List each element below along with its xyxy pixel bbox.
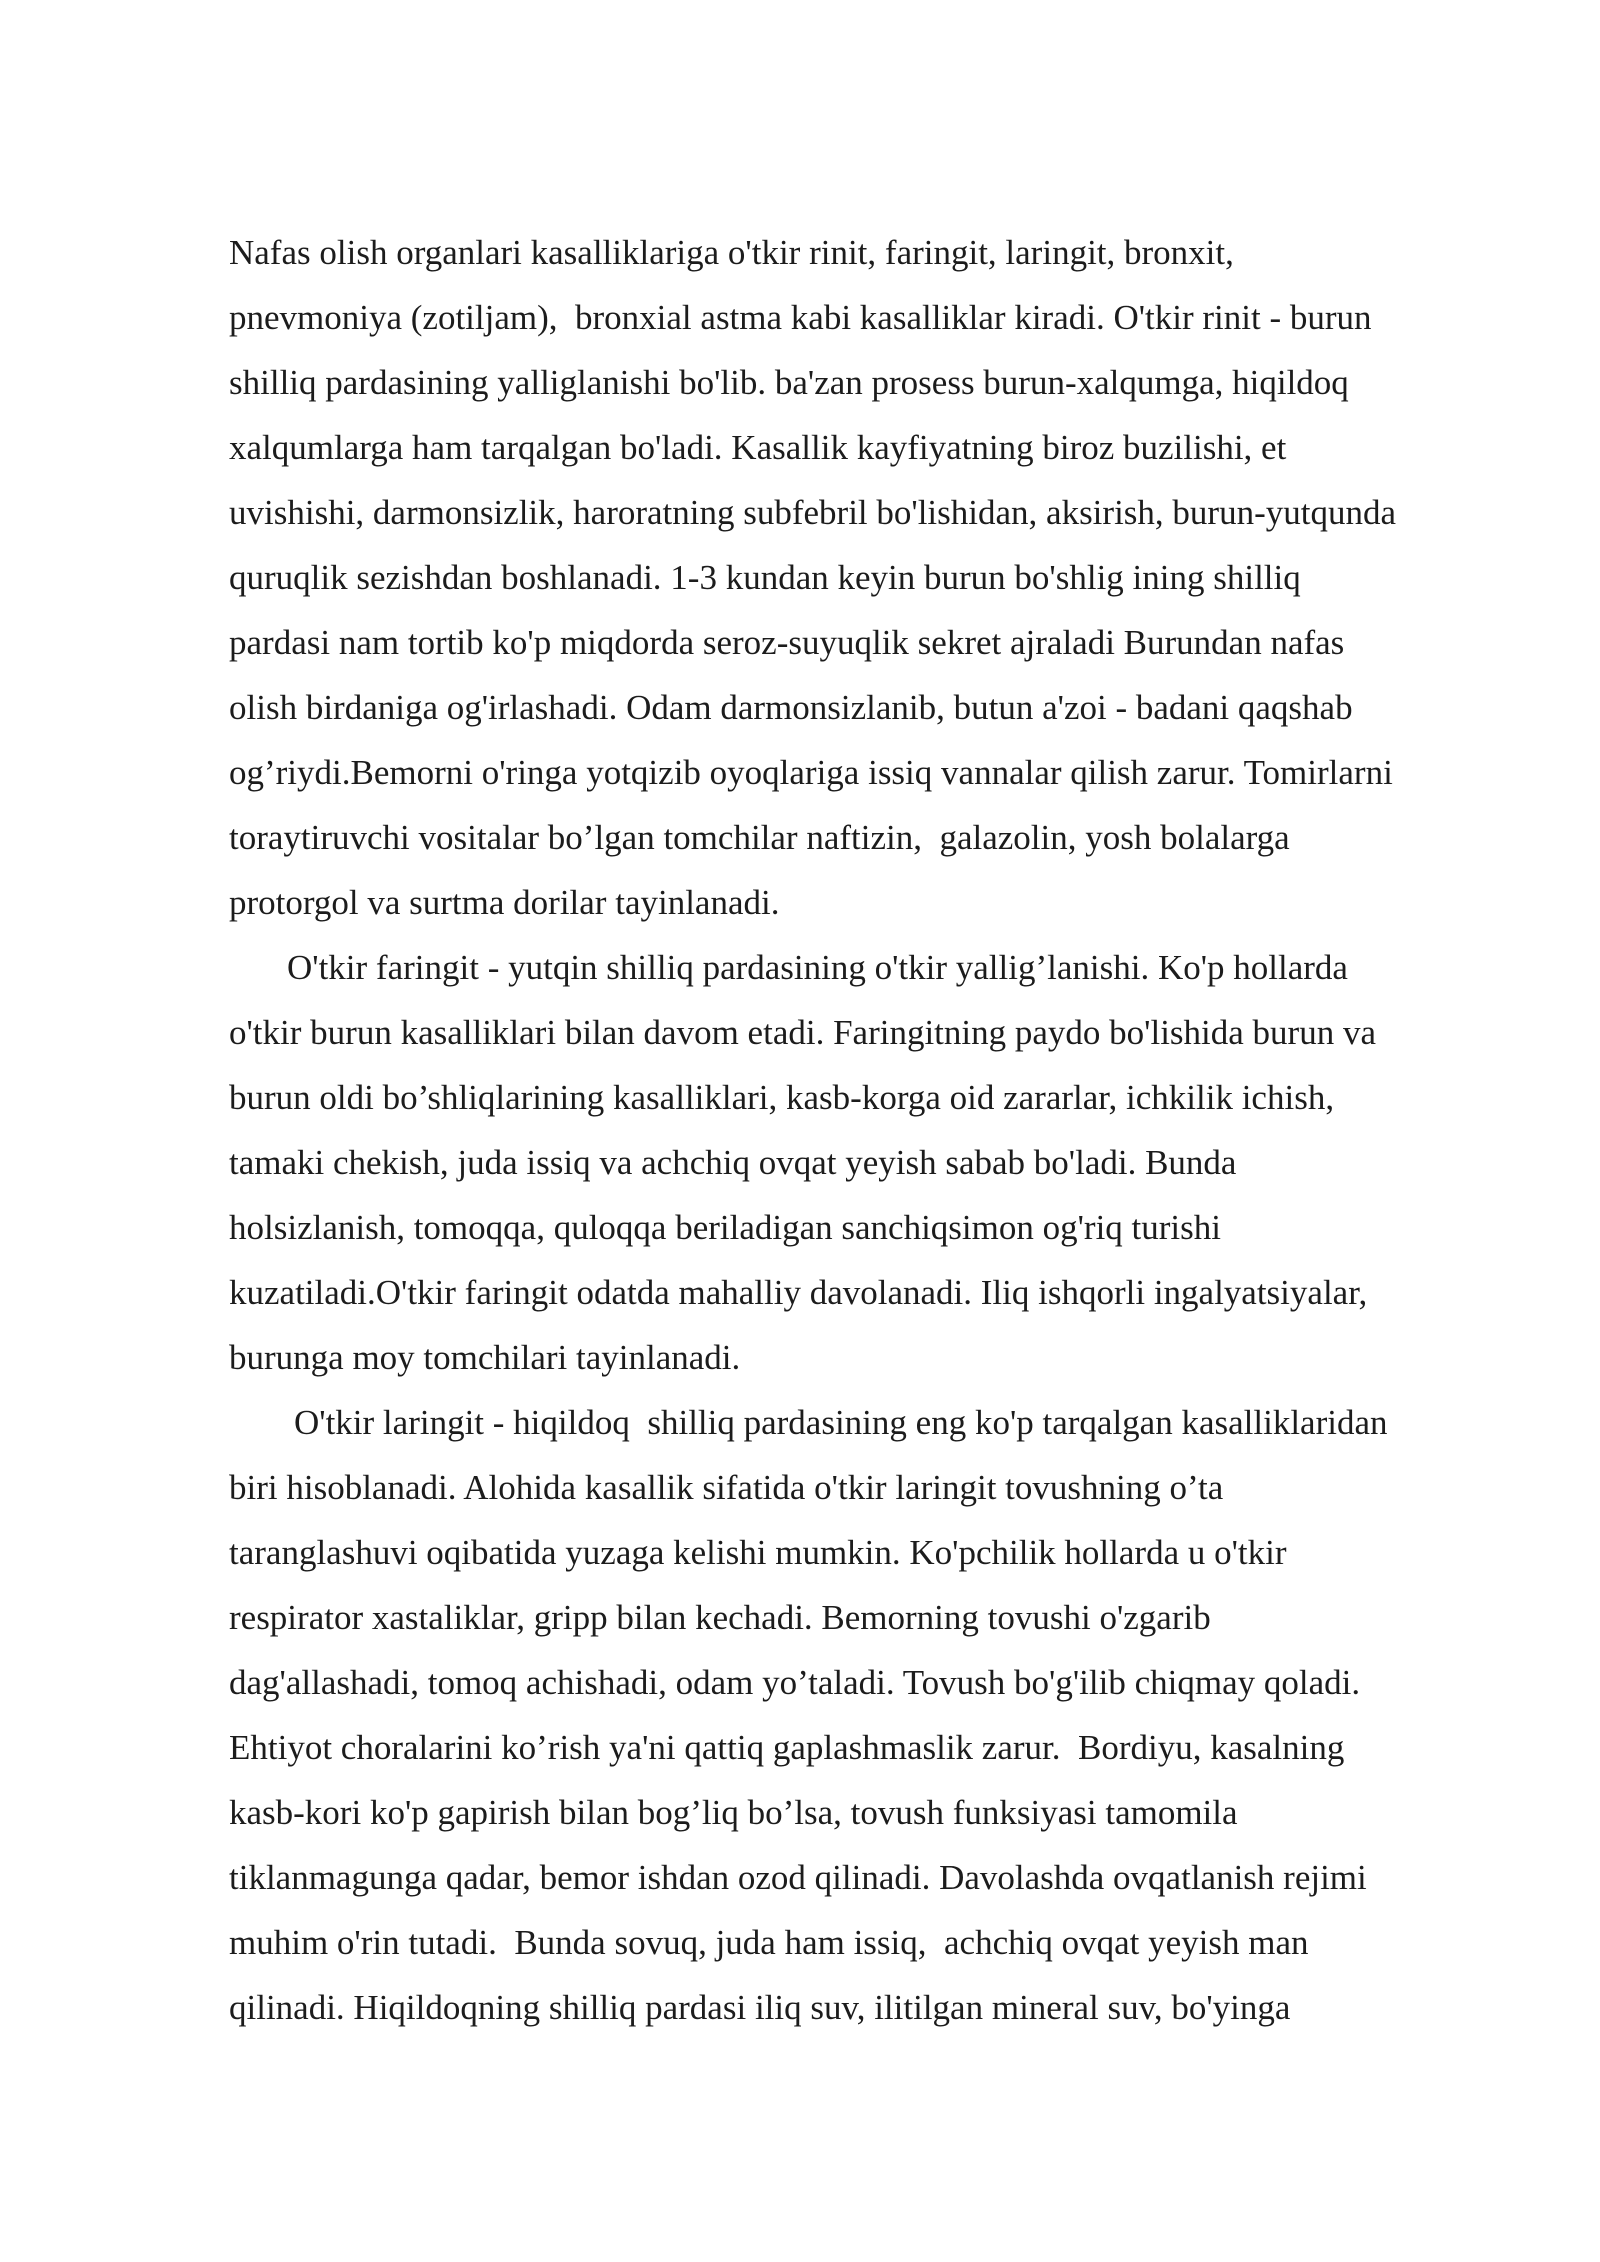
text-line: burunga moy tomchilari tayinlanadi. <box>229 1338 741 1377</box>
text-line: qilinadi. Hiqildoqning shilliq pardasi iliq suv, ilitilgan mineral suv, bo'yinga <box>229 1988 1291 2027</box>
text-line: O'tkir laringit - hiqildoq shilliq pardasining eng ko'p tarqalgan kasalliklaridan <box>294 1403 1388 1442</box>
text-line: dag'allashadi, tomoq achishadi, odam yo’taladi. Tovush bo'g'ilib chiqmay qoladi. <box>229 1663 1361 1702</box>
text-line: taranglashuvi oqibatida yuzaga kelishi mumkin. Ko'pchilik hollarda u o'tkir <box>229 1533 1287 1572</box>
text-line: olish birdaniga og'irlashadi. Odam darmonsizlanib, butun a'zoi - badani qaqshab <box>229 688 1353 727</box>
text-line: xalqumlarga ham tarqalgan bo'ladi. Kasallik kayfiyatning biroz buzilishi, et <box>229 428 1287 467</box>
text-line: pardasi nam tortib ko'p miqdorda seroz-suyuqlik sekret ajraladi Burundan nafas <box>229 623 1345 662</box>
text-line: o'tkir burun kasalliklari bilan davom etadi. Faringitning paydo bo'lishida burun va <box>229 1013 1376 1052</box>
document-body <box>229 228 1529 2048</box>
text-line: muhim o'rin tutadi. Bunda sovuq, juda ham issiq, achchiq ovqat yeyish man <box>229 1923 1309 1962</box>
text-line: Ehtiyot choralarini ko’rish ya'ni qattiq gaplashmaslik zarur. Bordiyu, kasalning <box>229 1728 1345 1767</box>
text-line: quruqlik sezishdan boshlanadi. 1-3 kundan keyin burun bo'shlig ining shilliq <box>229 558 1301 597</box>
text-line: respirator xastaliklar, gripp bilan kechadi. Bemorning tovushi o'zgarib <box>229 1598 1211 1637</box>
text-line: tamaki chekish, juda issiq va achchiq ovqat yeyish sabab bo'ladi. Bunda <box>229 1143 1237 1182</box>
text-line: protorgol va surtma dorilar tayinlanadi. <box>229 883 780 922</box>
text-line: Nafas olish organlari kasalliklariga o'tkir rinit, faringit, laringit, bronxit, <box>229 233 1234 272</box>
text-line: og’riydi.Bemorni o'ringa yotqizib oyoqlariga issiq vannalar qilish zarur. Tomirlarni <box>229 753 1393 792</box>
text-line: pnevmoniya (zotiljam), bronxial astma kabi kasalliklar kiradi. O'tkir rinit - burun <box>229 298 1372 337</box>
paragraph-otkir-faringit <box>229 943 1529 1398</box>
paragraph-nafas-olish <box>229 228 1529 943</box>
text-line: tiklanmagunga qadar, bemor ishdan ozod qilinadi. Davolashda ovqatlanish rejimi <box>229 1858 1367 1897</box>
text-line: biri hisoblanadi. Alohida kasallik sifatida o'tkir laringit tovushning o’ta <box>229 1468 1224 1507</box>
text-line: shilliq pardasining yalliglanishi bo'lib. ba'zan prosess burun-xalqumga, hiqildoq <box>229 363 1349 402</box>
text-line: kuzatiladi.O'tkir faringit odatda mahalliy davolanadi. Iliq ishqorli ingalyatsiyalar, <box>229 1273 1368 1312</box>
text-line: toraytiruvchi vositalar bo’lgan tomchilar naftizin, galazolin, yosh bolalarga <box>229 818 1290 857</box>
text-line: O'tkir faringit - yutqin shilliq pardasining o'tkir yallig’lanishi. Ko'p hollarda <box>287 948 1348 987</box>
paragraph-otkir-laringit <box>229 1398 1529 2048</box>
text-line: uvishishi, darmonsizlik, haroratning subfebril bo'lishidan, aksirish, burun-yutqunda <box>229 493 1396 532</box>
text-line: kasb-kori ko'p gapirish bilan bog’liq bo’lsa, tovush funksiyasi tamomila <box>229 1793 1238 1832</box>
text-line: holsizlanish, tomoqqa, quloqqa beriladigan sanchiqsimon og'riq turishi <box>229 1208 1221 1247</box>
text-line: burun oldi bo’shliqlarining kasalliklari, kasb-korga oid zararlar, ichkilik ichish, <box>229 1078 1335 1117</box>
